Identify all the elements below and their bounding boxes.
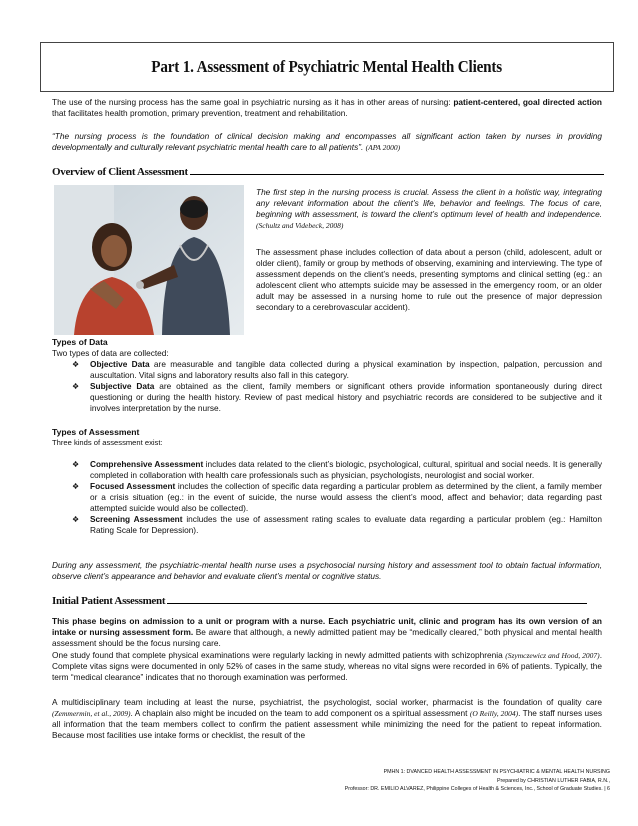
overview-citation: (Schultz and Videbeck, 2008): [256, 221, 344, 230]
item-term: Subjective Data: [90, 381, 155, 391]
item-term: Comprehensive Assessment: [90, 459, 204, 469]
list-item: [72, 481, 602, 514]
item-text: are obtained as the client, family members or significant others provide information spontaneously during direct questioning or during the health history. Review of past medical history and psychiatric records are considered to be subjective and it involves interpretation by the nurse.: [90, 381, 602, 413]
photo-illustration: [54, 185, 244, 335]
item-text: are measurable and tangible data collected during a physical examination by inspection, palpation, percussion and auscultation. Vital signs and laboratory results also fall in this category.: [90, 359, 602, 380]
diamond-bullet-icon: ❖: [72, 515, 80, 524]
p3-text-b: . A chaplain also might be incuded on the team to add component os a spiritual assessment: [130, 708, 470, 718]
heading-rule: [167, 602, 587, 604]
diamond-bullet-icon: ❖: [72, 360, 80, 369]
types-of-assessment-list: [72, 459, 602, 536]
initial-p1-rest: Be aware that although, a newly admitted patient may be “medically cleared,” both physical and mental health assessment should be the focus nursing care.: [52, 627, 602, 648]
page-title: Part 1. Assessment of Psychiatric Mental Health Clients: [151, 57, 503, 76]
list-item: [72, 514, 602, 536]
types-of-data-list: [72, 359, 602, 414]
item-text: includes data related to the client’s biologic, psychological, cultural, spiritual and social needs. It is generally completed in collaboration with health care professionals such as physician, psychologists, neurologist and social worker.: [90, 459, 602, 480]
item-term: Focused Assessment: [90, 481, 176, 491]
types-of-assessment-heading: Types of Assessment: [52, 427, 140, 437]
types-of-data-heading: Types of Data: [52, 337, 108, 347]
p2-citation: (Szymczewicz and Hood, 2007): [505, 651, 600, 660]
item-text: includes the collection of specific data regarding a particular problem as determined by the client, a family member or a crisis situation (eg.: in the event of suicide, the nurse would assess the client’s mood, affect and behavior; data regarding past attempted suicide would also be collected).: [90, 481, 603, 513]
assessment-closing: During any assessment, the psychiatric-mental health nurse uses a psychosocial nursing history and assessment tool to obtain factual information, observe client’s appearance and behavior and evaluate client’s mental or cognitive status.: [52, 560, 602, 581]
types-of-data-lead: Two types of data are collected:: [52, 348, 169, 358]
nurse-client-photo: [54, 185, 244, 335]
footer-line-3: Professor: DR. EMILIO ALVAREZ, Philippine Colleges of Health & Sciences, Inc., School of Graduate Studies. | 6: [344, 786, 610, 793]
initial-paragraph-2: [52, 650, 602, 683]
p3-citation-1: (Zemmermin, et al., 2009): [52, 709, 131, 718]
intro-paragraph: [52, 97, 602, 119]
footer-line-1: PMHN 1: DVANCED HEALTH ASSESSMENT IN PSYCHIATRIC & MENTAL HEALTH NURSING: [383, 769, 610, 775]
overview-heading: [52, 166, 604, 178]
item-text: includes the use of assessment rating scales to evaluate data regarding a particular problem (eg.: Hamilton Rating Scale for Depression).: [90, 514, 602, 535]
diamond-bullet-icon: ❖: [72, 382, 80, 391]
title-box: [40, 42, 614, 92]
list-item: [72, 459, 602, 481]
item-term: Screening Assessment: [90, 514, 183, 524]
page-footer: [190, 768, 610, 794]
overview-italic-text: The first step in the nursing process is crucial. Assess the client in a holistic way, integrating any relevant information about the client’s life, behavior and feelings. The focus of care, beginning with assessment, is toward the client’s optimum level of health and independence.: [256, 187, 602, 219]
p2-text-b: . Complete vitas signs were documented in only 52% of cases in the same study, whereas no vital signs were recorded in 6% of patients. Typically, the term “medical clearance” indicates that no thorough examination was performed.: [52, 650, 602, 682]
list-item: [72, 359, 602, 381]
intro-text-b: that facilitates health promotion, primary prevention, treatment and rehabilitation.: [52, 108, 348, 118]
initial-bold-lead: This phase begins on admission to a unit or program with a nurse. Each psychiatric unit, clinic and program has its own version of an intake or nursing assessment form.: [52, 616, 602, 637]
quote-text: “The nursing process is the foundation of clinical decision making and encompasses all significant action taken by nurses in providing developmentally and culturally relevant psychiatric mental health care to all patients”.: [52, 131, 602, 152]
diamond-bullet-icon: ❖: [72, 482, 80, 491]
list-item: [72, 381, 602, 414]
initial-assessment-heading: [52, 595, 604, 607]
types-of-assessment-lead: Three kinds of assessment exist:: [52, 438, 163, 447]
diamond-bullet-icon: ❖: [72, 460, 80, 469]
intro-text-a: The use of the nursing process has the same goal in psychiatric nursing as it has in other areas of nursing:: [52, 97, 454, 107]
intro-quote: [52, 131, 602, 153]
overview-body: The assessment phase includes collection of data about a person (child, adolescent, adult or older client), family or group by methods of observing, examining and interviewing. The type of assessment depends on the client’s needs, presenting symptoms and clinical setting (eg.: an adolescent client who attempts suicide may be assessed in the emergency room, or an older adult may be assessed in a nursing home to rule out the presence of major depression secondary to a cerebrovascular accident).: [256, 247, 602, 312]
overview-heading-text: Overview of Client Assessment: [52, 166, 188, 178]
heading-rule: [190, 173, 604, 175]
p3-citation-2: (O Reilly, 2004): [469, 709, 519, 718]
initial-paragraph-3: [52, 697, 602, 741]
initial-paragraph-1: [52, 616, 602, 649]
footer-line-2: Prepared by CHRISTIAN LUTHER FABIA, R.N.,: [496, 777, 610, 784]
overview-intro-italic: [256, 187, 602, 231]
quote-citation: (APA 2000): [365, 143, 401, 152]
item-term: Objective Data: [90, 359, 150, 369]
p2-text-a: One study found that complete physical examinations were regularly lacking in newly admitted patients with schizophrenia: [52, 650, 506, 660]
p3-text-c: . The staff nurses uses all information that the team members collect to confirm the patient assessment while minimizing the need for the patient to repeat information. Because most facilities use intake forms or checklist, the result of the: [52, 708, 603, 740]
intro-bold: patient-centered, goal directed action: [453, 97, 602, 107]
p3-text-a: A multidisciplinary team including at least the nurse, psychiatrist, the psychologist, social worker, pharmacist is the foundation of quality care: [52, 697, 602, 707]
initial-heading-text: Initial Patient Assessment: [52, 595, 166, 607]
